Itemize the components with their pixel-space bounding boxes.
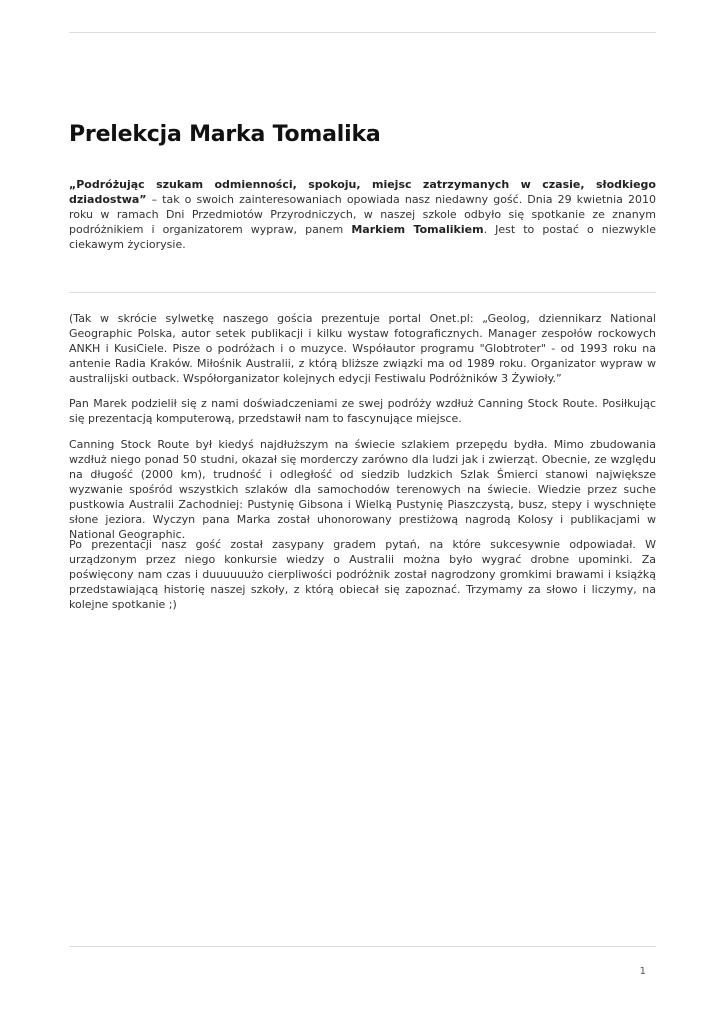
intro-paragraph	[69, 177, 656, 252]
section-divider	[69, 292, 656, 293]
page-title: Prelekcja Marka Tomalika	[69, 122, 381, 147]
body-paragraph-presentation: Pan Marek podzielił się z nami doświadczeniami ze swej podróży wzdłuż Canning Stock Route. Posiłkując się prezentacją komputerową, przedstawił nam to fascynujące miejsce.	[69, 397, 656, 425]
footer-divider	[69, 946, 656, 947]
intro-text-2: . Jest to postać o niezwykle ciekawym życiorysie.	[69, 223, 656, 251]
body-paragraph-bio: (Tak w skrócie sylwetkę naszego gościa prezentuje portal Onet.pl: „Geolog, dziennikarz National Geographic Polska, autor setek publikacji i kilku wystaw fotograficznych. Manager zespołów rockowych ANKH i KusiCiele. Pisze o podróżach i o muzyce. Współautor programu "Globtroter" - od 1993 roku na antenie Radia Kraków. Miłośnik Australii, z którą bliższe związki ma od 1989 roku. Organizator wypraw w australijski outback. Współorganizator kolejnych edycji Festiwalu Podróżników 3 Żywioły.”	[69, 312, 656, 385]
intro-quote: „Podróżując szukam odmienności, spokoju, miejsc zatrzymanych w czasie, słodkiego dziadostwa”	[69, 178, 656, 206]
intro-text-1: – tak o swoich zainteresowaniach opowiada nasz niedawny gość. Dnia 29 kwietnia 2010 roku w ramach Dni Przedmiotów Przyrodniczych, w naszej szkole odbyło się spotkanie ze znanym podróżnikiem i organizatorem wypraw, panem	[69, 193, 656, 236]
body-paragraph-canning-route: Canning Stock Route był kiedyś najdłuższym na świecie szlakiem przepędu bydła. Mimo zbudowania wzdłuż niego ponad 50 studni, okazał się morderczy zarówno dla ludzi jak i zwierząt. Obecnie, ze względu na długość (2000 km), trudność i odległość od siedzib ludzkich Szlak Śmierci stanowi największe wyzwanie spośród wszystkich szlaków dla samochodów terenowych na świecie. Wiedzie przez suche pustkowia Australii Zachodniej: Pustynię Gibsona i Wielką Pustynię Piaszczystą, busz, stepy i wyschnięte słone jeziora. Wyczyn pana Marka został uhonorowany prestiżową nagrodą Kolosy i publikacjami w National Geographic.	[69, 438, 656, 541]
body-paragraph-closing: Po prezentacji nasz gość został zasypany gradem pytań, na które sukcesywnie odpowiadał. W urządzonym przez niego konkursie wiedzy o Australii można było wygrać drobne upominki. Za poświęcony nam czas i duuuuuużo cierpliwości podróżnik został nagrodzony gromkimi brawami i książką przedstawiającą historię naszej szkoły, z którą obiecał się zapoznać. Trzymamy za słowo i liczymy, na kolejne spotkanie ;)	[69, 538, 656, 611]
header-divider	[69, 32, 656, 33]
intro-guest-name: Markiem Tomalikiem	[351, 223, 484, 236]
page-number: 1	[639, 966, 646, 977]
